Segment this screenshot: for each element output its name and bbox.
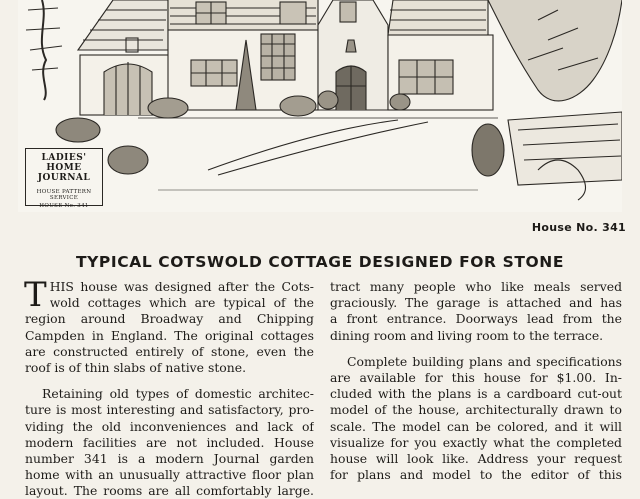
text-line: ture is most interesting and satisfactory, pro- [25, 402, 314, 418]
right-paragraph-2 [330, 354, 622, 484]
right-column [330, 279, 622, 483]
text-line: home with an unusually attractive floor plan [25, 467, 314, 483]
article-headline: TYPICAL COTSWOLD COTTAGE DESIGNED FOR STONE [75, 253, 565, 271]
text-line: Retaining old types of domestic architec- [42, 386, 314, 402]
journal-badge [25, 148, 103, 209]
text-line: for plans and model to the editor of this [330, 467, 622, 483]
text-line: Campden in England. The original cottages [25, 327, 314, 343]
text-line: house will look like. Address your request [330, 450, 622, 466]
text-line: number 341 is a modern Journal garden [25, 450, 314, 466]
text-line: layout. The rooms are all comfortably large. [25, 483, 314, 499]
cottage-illustration [18, 0, 622, 212]
badge-title-line2: JOURNAL [37, 173, 91, 183]
drop-cap: T [24, 275, 47, 315]
text-line: model of the house, architecturally drawn to [330, 402, 622, 418]
left-paragraph-1 [24, 275, 314, 376]
text-line: Complete building plans and specifications [347, 353, 622, 369]
cottage-drawing [18, 0, 622, 212]
text-line: dining room and living room to the terrace. [330, 327, 604, 343]
house-number-caption: House No. 341 [531, 221, 626, 234]
text-line: modern facilities are not included. House [25, 434, 314, 450]
text-line: region around Broadway and Chipping [25, 311, 314, 327]
text-line: roof is of thin slabs of native stone. [25, 359, 247, 375]
text-line: a front entrance. Doorways lead from the [330, 311, 622, 327]
right-paragraph-1 [330, 279, 622, 344]
badge-house-number: HOUSE No. 341 [39, 203, 89, 209]
text-line: scale. The model can be colored, and it will [330, 418, 622, 434]
text-line: viding the old inconveniences and lack of [25, 418, 314, 434]
text-line: graciously. The garage is attached and has [330, 295, 622, 311]
text-line: visualize for you exactly what the completed [330, 434, 622, 450]
left-paragraph-2 [25, 386, 314, 499]
left-column [24, 275, 314, 499]
text-line: are constructed entirely of stone, even the [25, 343, 314, 359]
badge-title-line1: LADIES' HOME [41, 153, 87, 173]
text-line: tract many people who like meals served [330, 279, 622, 294]
badge-service: HOUSE PATTERN SERVICE [36, 189, 92, 201]
text-line: HIS house was designed after the Cots- [49, 279, 314, 294]
text-line: are available for this house for $1.00. In- [330, 369, 622, 385]
text-line: wold cottages which are typical of the [49, 295, 314, 311]
text-line: cluded with the plans is a cardboard cut-out [330, 386, 622, 402]
